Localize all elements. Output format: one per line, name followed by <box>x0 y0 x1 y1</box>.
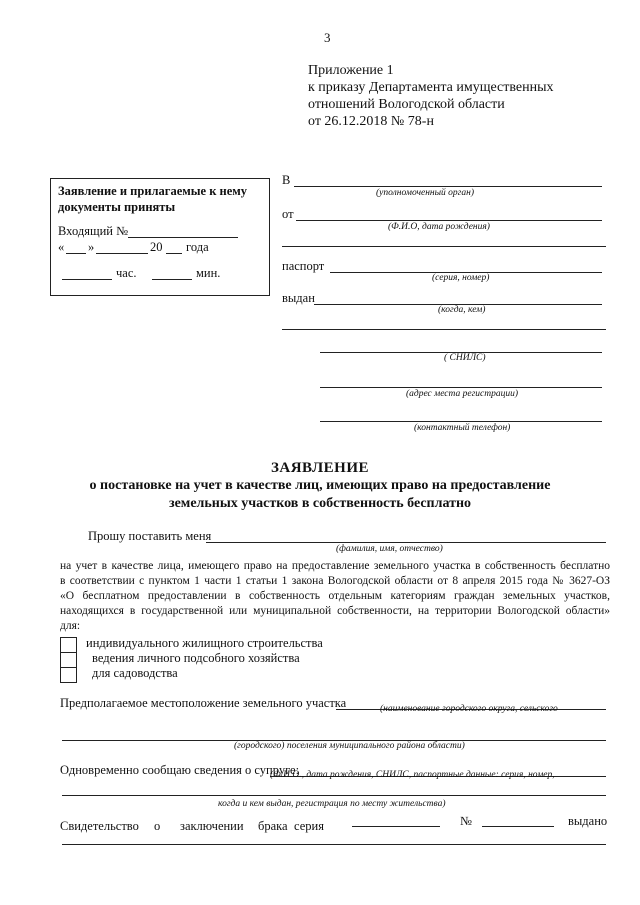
paragraph-line: «О бесплатном предоставлении в собственность отдельным категориям граждан земельных участков, <box>60 590 610 602</box>
request-caption: (фамилия, имя, отчество) <box>336 544 443 554</box>
receipt-hours-label: час. <box>116 266 137 280</box>
receipt-year-prefix: 20 <box>150 240 163 254</box>
spouse-field-continuation[interactable] <box>62 795 606 796</box>
cert-issued-field[interactable] <box>62 844 606 845</box>
document-subtitle-line: земельных участков в собственность бесплатно <box>168 496 472 511</box>
paragraph-line: для: <box>60 620 81 632</box>
receipt-hours-field[interactable] <box>62 279 112 280</box>
from-caption: (Ф.И.О, дата рождения) <box>388 222 490 232</box>
receipt-box-title <box>58 183 247 215</box>
request-label: Прошу поставить меня <box>88 529 212 543</box>
to-field[interactable] <box>294 186 602 187</box>
request-name-field[interactable] <box>206 542 606 543</box>
request-paragraph <box>60 559 610 619</box>
cert-issued-label: выдано <box>568 814 608 828</box>
option-checkbox[interactable] <box>60 637 77 653</box>
from-field[interactable] <box>296 220 602 221</box>
incoming-number-field[interactable] <box>128 237 238 238</box>
appendix-line: Приложение 1 <box>308 63 394 78</box>
receipt-minutes-label: мин. <box>196 266 221 280</box>
cert-number-field[interactable] <box>482 826 554 827</box>
receipt-year-field[interactable] <box>166 253 182 254</box>
option-label: индивидуального жилищного строительства <box>86 636 323 650</box>
paragraph-line: находящихся в государственной или муниципальной собственности, на территории Вологодской области» <box>60 605 610 617</box>
appendix-line: к приказу Департамента имущественных <box>308 80 554 95</box>
issued-label: выдан <box>282 291 315 305</box>
receipt-minutes-field[interactable] <box>152 279 192 280</box>
to-caption: (уполномоченный орган) <box>376 188 475 198</box>
from-field-continuation[interactable] <box>282 246 606 247</box>
receipt-date-close: » <box>88 240 95 254</box>
receipt-title-line: документы приняты <box>58 200 176 214</box>
cert-series-field[interactable] <box>352 826 440 827</box>
cert-word: Свидетельство <box>60 819 139 833</box>
receipt-month-field[interactable] <box>96 253 148 254</box>
phone-caption: (контактный телефон) <box>414 423 511 433</box>
option-checkbox[interactable] <box>60 652 77 668</box>
page-number: 3 <box>324 30 331 45</box>
paragraph-line: на учет в качестве лица, имеющего право на предоставление земельного участка в собственность бесплатно <box>60 560 610 572</box>
spouse-label: Одновременно сообщаю сведения о супруге: <box>60 763 300 777</box>
cert-number-sign: № <box>460 814 472 828</box>
address-caption: (адрес места регистрации) <box>406 389 519 399</box>
phone-field[interactable] <box>320 421 602 422</box>
location-caption: (наименование городского округа, сельского <box>380 704 558 714</box>
issued-field-continuation[interactable] <box>282 329 606 330</box>
paragraph-line: в соответствии с пунктом 1 части 1 статьи 1 закона Вологодской области от 8 апреля 2015 года № 3627-ОЗ <box>60 575 610 587</box>
cert-word: серия <box>294 819 324 833</box>
to-label: В <box>282 173 291 187</box>
option-label: ведения личного подсобного хозяйства <box>92 651 300 665</box>
option-label: для садоводства <box>92 666 178 680</box>
passport-label: паспорт <box>282 259 325 273</box>
passport-caption: (серия, номер) <box>432 273 490 283</box>
receipt-day-field[interactable] <box>66 253 86 254</box>
appendix-line: от 26.12.2018 № 78-н <box>308 114 434 129</box>
snils-caption: ( СНИЛС) <box>444 353 486 363</box>
spouse-caption: когда и кем выдан, регистрация по месту жительства) <box>218 799 446 809</box>
from-label: от <box>282 207 294 221</box>
issued-caption: (когда, кем) <box>438 305 486 315</box>
appendix-line: отношений Вологодской области <box>308 97 505 112</box>
spouse-caption: (Ф.И.О., дата рождения, СНИЛС, паспортные данные: серия, номер, <box>270 770 555 780</box>
receipt-year-suffix: года <box>186 240 209 254</box>
incoming-number-label: Входящий № <box>58 224 129 238</box>
document-title: ЗАЯВЛЕНИЕ <box>270 460 370 476</box>
cert-word: заключении <box>180 819 244 833</box>
receipt-date-open: « <box>58 240 65 254</box>
appendix-block <box>308 62 554 130</box>
address-field[interactable] <box>320 387 602 388</box>
option-checkbox[interactable] <box>60 667 77 683</box>
cert-word: брака <box>258 819 288 833</box>
cert-word: о <box>154 819 161 833</box>
location-label: Предполагаемое местоположение земельного участка <box>60 696 347 710</box>
receipt-title-line: Заявление и прилагаемые к нему <box>58 184 248 198</box>
document-subtitle-line: о постановке на учет в качестве лиц, имеющих право на предоставление <box>89 478 551 493</box>
location-caption: (городского) поселения муниципального района области) <box>234 741 465 751</box>
